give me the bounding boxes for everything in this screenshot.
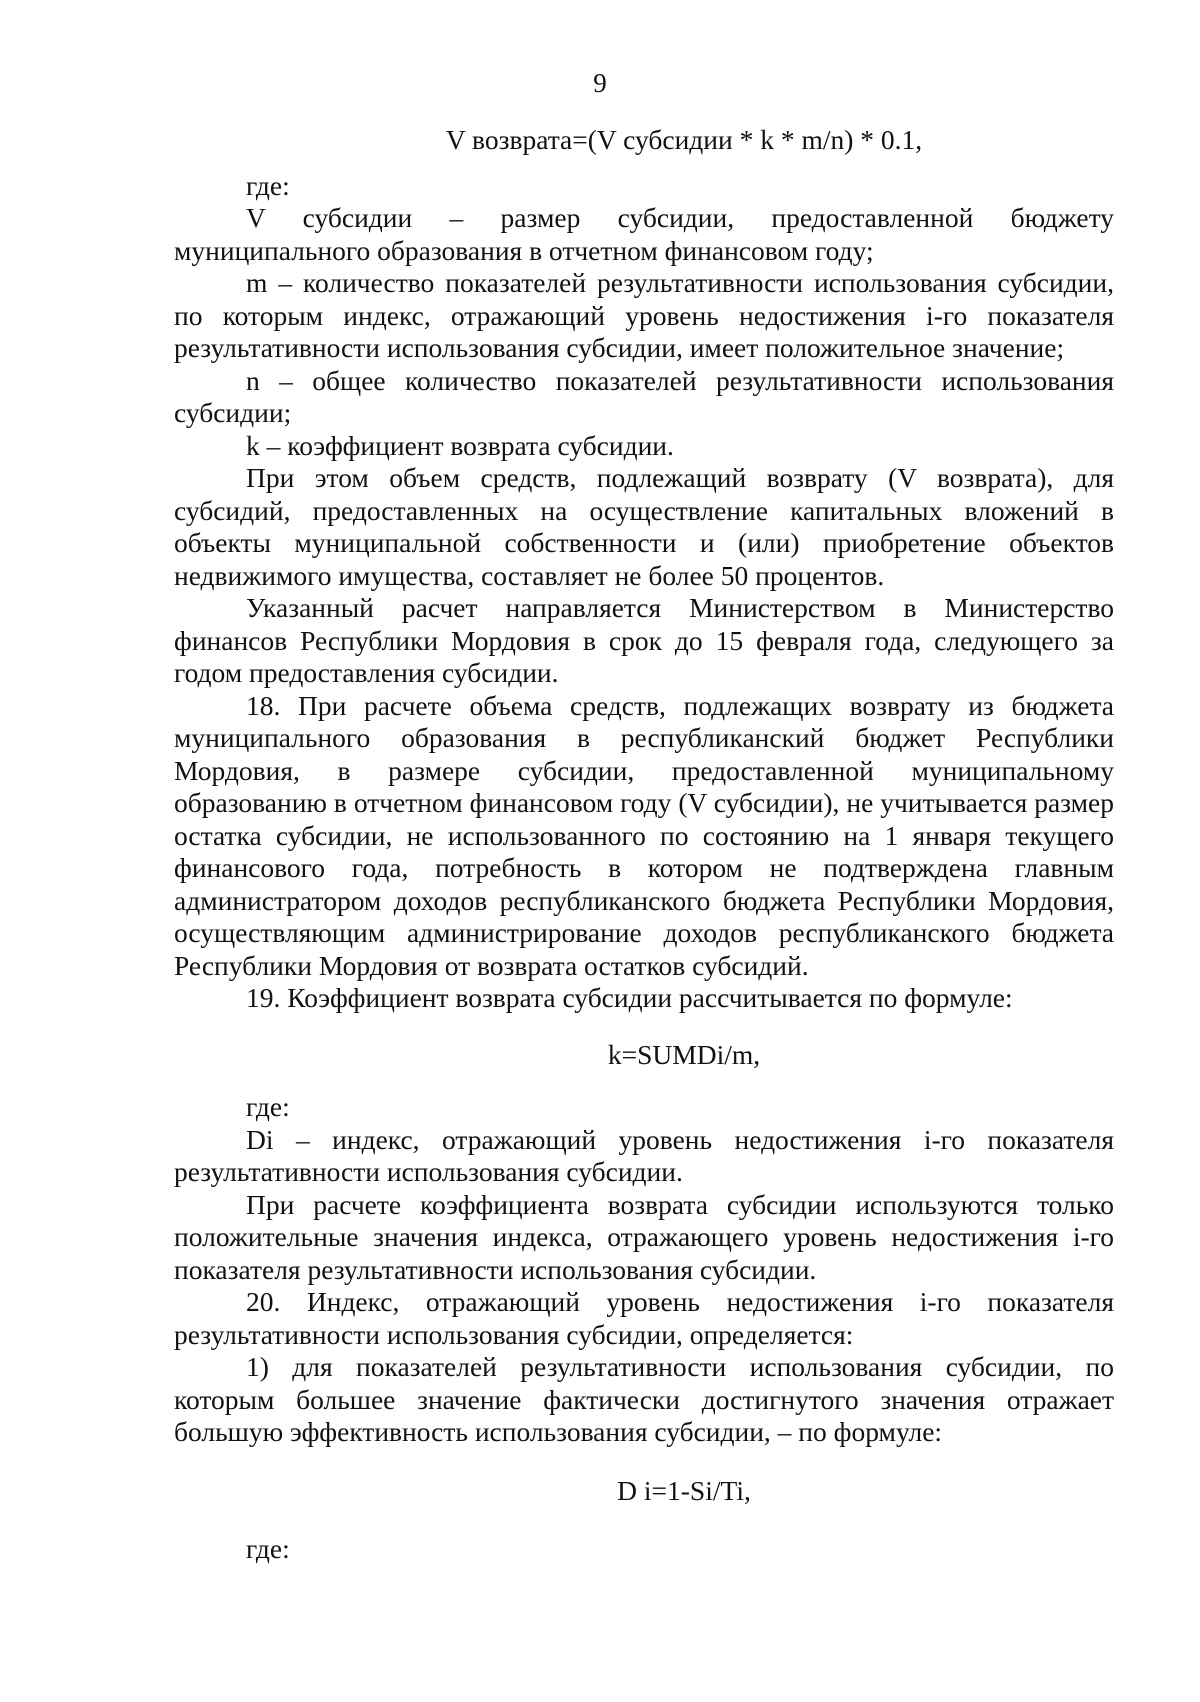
definition-di: Di – индекс, отражающий уровень недостижения i-го показателя результативности использования субсидии. <box>174 1123 1114 1187</box>
definition-n: n – общее количество показателей результативности использования субсидии; <box>174 364 1114 428</box>
paragraph-18: 18. При расчете объема средств, подлежащих возврату из бюджета муниципального образования в республиканский бюджет Республики Мордовия, в размере субсидии, предоставленной муниципальному образованию в отчетном финансовом году (V субсидии), не учитывается размер остатка субсидии, не использованного по состоянию на 1 января текущего финансового года, потребность в котором не подтверждена главным администратором доходов республиканского бюджета Республики Мордовия, осуществляющим администрирование доходов республиканского бюджета Республики Мордовия от возврата остатков субсидий. <box>174 689 1114 981</box>
where-label: где: <box>246 1533 290 1564</box>
definition-k: k – коэффициент возврата субсидии. <box>246 429 674 461</box>
paragraph-positive-values: При расчете коэффициента возврата субсидии используются только положительные значения индекса, отражающего уровень недостижения i-го показателя результативности использования субсидии. <box>174 1188 1114 1285</box>
definition-v-subsidy-line-2: муниципального образования в отчетном финансовом году; <box>174 234 874 266</box>
paragraph-calculation-submission: Указанный расчет направляется Министерством в Министерство финансов Республики Мордовия в срок до 15 февраля года, следующего за годом предоставления субсидии. <box>174 592 1114 688</box>
where-label: где: <box>246 1091 290 1122</box>
where-label: где: <box>246 169 290 201</box>
formula-coefficient: k=SUMDi/m, <box>607 1038 761 1070</box>
definition-m: m – количество показателей результативности использования субсидии, по которым индекс, отражающий уровень недостижения i-го показателя результативности использования субсидии, имеет положительное значение; <box>174 267 1114 363</box>
paragraph-20-item-1: 1) для показателей результативности использования субсидии, по которым большее значение фактически достигнутого значения отражает большую эффективность использования субсидии, – по формуле: <box>174 1351 1114 1447</box>
paragraph-19: 19. Коэффициент возврата субсидии рассчитывается по формуле: <box>246 982 1013 1013</box>
paragraph-20: 20. Индекс, отражающий уровень недостижения i-го показателя результативности использования субсидии, определяется: <box>174 1286 1114 1350</box>
definition-v-subsidy-line-1: V субсидии – размер субсидии, предоставленной бюджету <box>246 202 1114 233</box>
formula-index: D i=1-Si/Ti, <box>617 1474 751 1506</box>
document-body <box>174 124 1114 1566</box>
formula-refund-volume: V возврата=(V субсидии * k * m/n) * 0.1, <box>445 124 923 155</box>
paragraph-capital-investments: При этом объем средств, подлежащий возврату (V возврата), для субсидий, предоставленных на осуществление капитальных вложений в объекты муниципальной собственности и (или) приобретение объектов недвижимого имущества, составляет не более 50 процентов. <box>174 462 1114 591</box>
page-number: 9 <box>593 68 607 98</box>
